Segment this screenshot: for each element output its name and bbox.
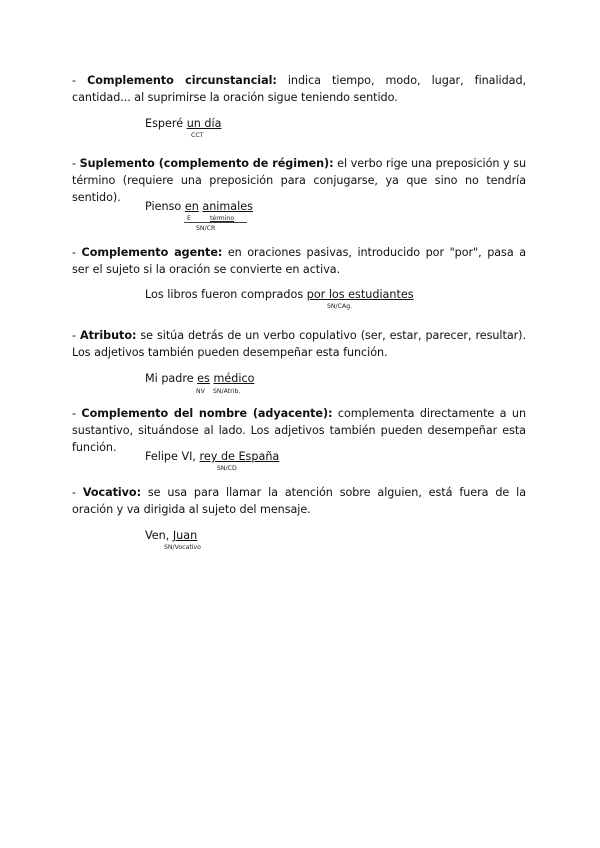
syntactic-label: SN/CAg. [327, 303, 353, 310]
definition-complemento-agente: - Complemento agente: en oraciones pasivas, introducido por "por", pasa a ser el sujeto si la oración se convierte en activa. [72, 246, 526, 276]
definition-text: en oraciones pasivas, introducido por "por", pasa a ser el sujeto si la oración se convierte en activa. [72, 246, 526, 276]
example-plain: Pienso [145, 200, 185, 213]
definition-text: se usa para llamar la atención sobre alguien, está fuera de la oración y va dirigida al sujeto del mensaje. [72, 486, 526, 516]
label-nv: NV [196, 388, 205, 395]
definition-text: complementa directamente a un sustantivo, situándose al lado. Los adjetivos también pueden desempeñar esta función. [72, 407, 527, 454]
example-underlined-verb: es [197, 372, 210, 385]
label-termino: término [210, 215, 235, 222]
label-e: E [187, 215, 191, 222]
term: Suplemento (complemento de régimen): [79, 157, 334, 170]
example-underlined: un día [186, 117, 222, 130]
syntactic-label: SN/Atrib. [213, 388, 241, 395]
example-plain: Esperé [145, 117, 187, 130]
example-sentence [145, 529, 197, 543]
example-plain: Mi padre [145, 372, 198, 385]
syntactic-label: SN/CD [217, 465, 237, 472]
underline-group [184, 222, 247, 223]
example-underlined: rey de España [199, 450, 280, 463]
definition-text: indica tiempo, modo, lugar, finalidad, cantidad... al suprimirse la oración sigue teniendo sentido. [72, 74, 527, 104]
term: Complemento agente: [81, 246, 223, 259]
example-sentence [145, 117, 222, 131]
example-underlined: Juan [172, 529, 198, 542]
example-underlined: por los estudiantes [306, 288, 414, 301]
syntactic-label: CCT [191, 132, 204, 139]
term: Complemento del nombre (adyacente): [81, 407, 333, 420]
example-sentence [145, 450, 279, 464]
example-sentence [145, 372, 254, 386]
example-plain: Ven, [145, 529, 173, 542]
definition-atributo: - Atributo: se sitúa detrás de un verbo copulativo (ser, estar, parecer, resultar). Los adjetivos también pueden desempeñar esta función. [72, 329, 526, 359]
definition-complemento-circunstancial: - Complemento circunstancial: indica tiempo, modo, lugar, finalidad, cantidad... al suprimirse la oración sigue teniendo sentido. [72, 74, 527, 104]
term: Vocativo: [82, 486, 141, 499]
definition-text: se sitúa detrás de un verbo copulativo (ser, estar, parecer, resultar). Los adjetivos también pueden desempeñar esta función. [72, 329, 526, 359]
example-plain: Felipe VI, [145, 450, 200, 463]
term: Atributo: [79, 329, 137, 342]
definition-vocativo: - Vocativo: se usa para llamar la atención sobre alguien, está fuera de la oración y va dirigida al sujeto del mensaje. [72, 486, 526, 516]
example-sentence [145, 288, 414, 302]
example-underlined-attribute: médico [213, 372, 255, 385]
example-plain: Los libros fueron comprados [145, 288, 307, 301]
term: Complemento circunstancial: [87, 74, 277, 87]
example-underlined-preposition: en [184, 200, 199, 213]
definition-complemento-nombre: - Complemento del nombre (adyacente): complementa directamente a un sustantivo, situándose al lado. Los adjetivos también pueden desempeñar esta función. [72, 407, 527, 454]
example-underlined-term: animales [202, 200, 253, 213]
definition-text: el verbo rige una preposición y su término (requiere una preposición para conjugarse, ya que sino no tendría sentido). [72, 157, 527, 204]
example-sentence [145, 200, 253, 214]
definition-suplemento: - Suplemento (complemento de régimen): el verbo rige una preposición y su término (requiere una preposición para conjugarse, ya que sino no tendría sentido). [72, 157, 527, 204]
syntactic-label: SN/CR [196, 225, 216, 232]
syntactic-label: SN/Vocativo [164, 544, 201, 551]
